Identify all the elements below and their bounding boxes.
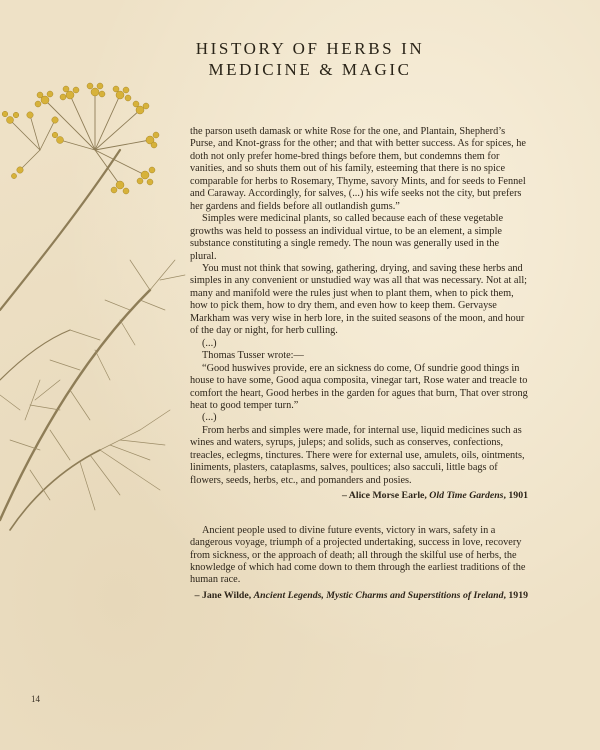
paragraph: Thomas Tusser wrote:— (202, 350, 304, 362)
attribution-work: Old Time Gardens (429, 490, 504, 502)
attribution (190, 590, 528, 602)
page-number: 14 (31, 694, 40, 704)
ellipsis: (...) (202, 412, 217, 424)
attribution-author: – Alice Morse Earle, (341, 490, 430, 502)
attribution (190, 490, 528, 502)
ellipsis: (...) (202, 337, 217, 349)
quote: “Good huswives provide, ere an sickness do come, Of sundrie good things in house to have some, Good aqua composita, vinegar tart, Rose water and treacle to comfort the heart, Good herbes in the garden for agues that burn, That over strong heat to good temper turn.” (190, 362, 528, 411)
attribution-work: Ancient Legends, Mystic Charms and Superstitions of Ireland (253, 589, 504, 601)
attribution-author: – Jane Wilde, (194, 589, 254, 601)
paragraph: You must not think that sowing, gathering, drying, and saving these herbs and simples in any convenient or unstudied way was all that was necessary. Not at all; many and manifold were the rules just when to plant them, when to pick them, how to pick them, how to dry them, and even how to keep them. Gervayse Markham was very wise in herb lore, in the suited seasons of the moon, and hour of the day or night, for herb culling. (190, 262, 528, 337)
paragraph: From herbs and simples were made, for internal use, liquid medicines such as wines and waters, syrups, juleps; and solids, such as conserves, confections, treacles, eclegms, tinctures. There were for external use, amulets, oils, ointments, liniments, plasters, cataplasms, salves, poultices; also sacculi, little bags of flowers, seeds, herbs, etc., and pomanders and posies. (190, 424, 525, 486)
paragraph: the parson useth damask or white Rose for the one, and Plantain, Shepherd’s Purse, and Knot-grass for the other; and that with better success. As for spices, he doth not only prefer home-bred things before them, but condemns them for vanities, and so shuts them out of his family, esteeming that there is no spice comparable for herbs to Rosemary, Thyme, savory Mints, and for seeds to Fennel and Caraway. Accordingly, for salves, (...) his wife seeks not the city, but prefers her gardens and fields before all outlandish gums.” (190, 126, 526, 212)
paragraph: Ancient people used to divine future events, victory in wars, safety in a dangerous voyage, triumph of a projected undertaking, success in love, recovery from sickness, or the approach of death; all through the skilful use of herbs, the knowledge of which had come down to them through the earliest traditions of the human race. (190, 524, 526, 586)
page-title: HISTORY OF HERBS IN MEDICINE & MAGIC (195, 39, 425, 79)
main-text (190, 126, 528, 602)
paragraph: Simples were medicinal plants, so called because each of these vegetable growths was held to possess an individual virtue, to be an element, a simple substance constituting a single remedy. The noun was generally used in the plural. (190, 213, 504, 262)
attribution-year: , 1919 (503, 589, 528, 601)
attribution-year: , 1901 (503, 490, 528, 502)
